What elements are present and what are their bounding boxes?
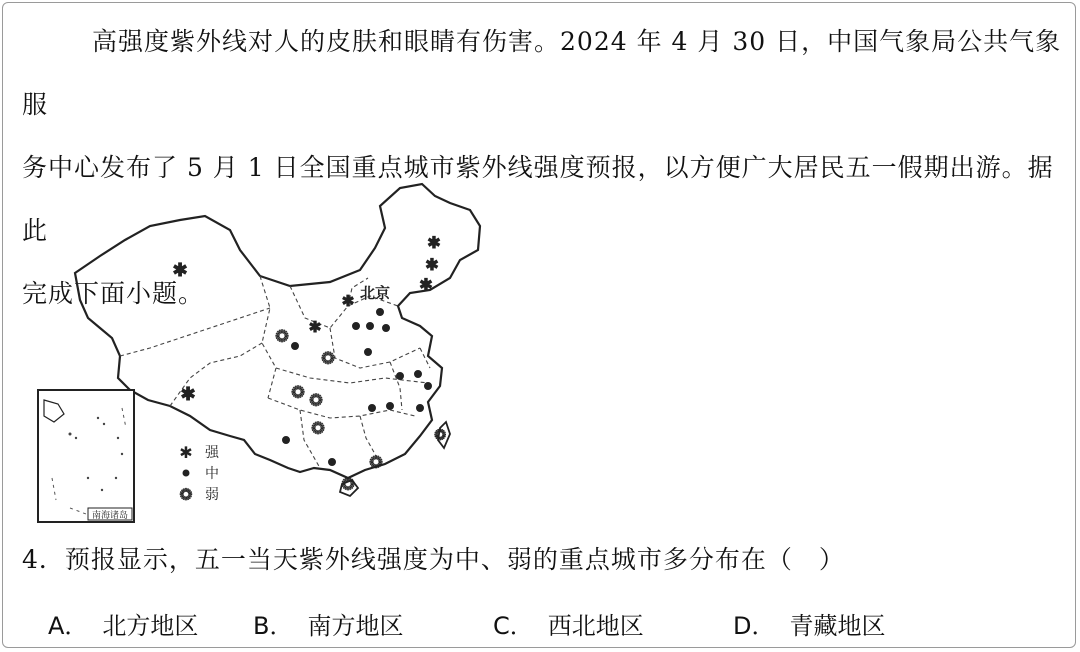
strong-city-symbol [180, 384, 195, 405]
svg-text:✺: ✺ [433, 426, 447, 444]
medium-city-symbol [425, 383, 432, 390]
strong-city-symbol [342, 292, 355, 310]
medium-city-symbol [353, 323, 360, 330]
weak-city-symbol [311, 419, 325, 439]
map-svg [30, 178, 500, 528]
svg-text:✺: ✺ [290, 383, 306, 403]
medium-city-symbol [367, 323, 374, 330]
inset-caption: 南海诸岛 [91, 511, 129, 521]
dot-star-icon [183, 470, 190, 477]
medium-city-symbol [365, 349, 372, 356]
legend-weak-label: 弱 [205, 487, 219, 503]
medium-city-symbol [417, 405, 424, 412]
china-uv-map [30, 178, 500, 528]
option-a[interactable] [48, 606, 198, 641]
option-c[interactable] [493, 606, 644, 641]
svg-text:✱: ✱ [180, 384, 196, 405]
asterisk-icon: ✱ [179, 443, 193, 462]
svg-text:✱: ✱ [308, 318, 322, 336]
south-china-sea-inset [38, 390, 134, 522]
medium-city-symbol [383, 325, 390, 332]
svg-text:✱: ✱ [419, 275, 433, 294]
option-c-letter: C． [493, 612, 534, 640]
option-d[interactable] [733, 606, 885, 641]
weak-city-symbol [341, 475, 355, 495]
passage-line-2: 务中心发布了 5 月 1 日全国重点城市紫外线强度预报，以方便广大居民五一假期出游。据此 [22, 153, 1054, 245]
svg-text:✺: ✺ [274, 327, 290, 347]
svg-text:✺: ✺ [340, 475, 356, 495]
option-b[interactable] [253, 606, 403, 641]
option-a-text: 北方地区 [102, 612, 199, 640]
svg-text:✺: ✺ [368, 453, 384, 473]
medium-city-symbol [397, 373, 404, 380]
map-legend [179, 443, 220, 504]
option-b-text: 南方地区 [307, 612, 404, 640]
medium-city-symbol [369, 405, 376, 412]
weak-city-symbol [291, 383, 305, 403]
medium-city-symbol [283, 437, 290, 444]
svg-text:✱: ✱ [341, 292, 355, 310]
weak-city-symbol [275, 327, 289, 347]
svg-text:✺: ✺ [310, 419, 326, 439]
strong-city-symbol [425, 255, 438, 274]
weak-city-symbol [369, 453, 383, 473]
medium-city-symbol [387, 403, 394, 410]
strong-city-symbol [427, 233, 440, 252]
strong-city-symbol [309, 318, 322, 336]
province-boundaries [120, 275, 433, 468]
sun-outline-icon: ✺ [179, 485, 193, 504]
medium-city-symbol [292, 343, 299, 350]
option-d-letter: D． [733, 612, 776, 640]
weak-city-symbol [309, 391, 323, 411]
weak-city-symbol [434, 426, 447, 444]
passage-line-3: 完成下面小题。 [22, 279, 205, 308]
svg-text:✱: ✱ [427, 233, 441, 252]
svg-text:✱: ✱ [172, 260, 188, 281]
option-d-text: 青藏地区 [789, 612, 886, 640]
beijing-label: 北京 [360, 284, 391, 302]
weak-city-symbol [321, 349, 335, 369]
strong-city-symbol [172, 260, 187, 281]
svg-text:✺: ✺ [308, 391, 324, 411]
medium-city-symbol [415, 371, 422, 378]
svg-text:✺: ✺ [320, 349, 336, 369]
strong-city-symbol [419, 275, 432, 294]
legend-medium-label: 中 [205, 466, 219, 482]
answer-options [0, 606, 1080, 646]
option-a-letter: A． [48, 612, 89, 640]
passage-line-1: 高强度紫外线对人的皮肤和眼睛有伤害。2024 年 4 月 30 日，中国气象局公共气象服 [22, 27, 1062, 119]
medium-city-symbol [329, 459, 336, 466]
option-c-text: 西北地区 [547, 612, 644, 640]
question-stem: 4．预报显示，五一当天紫外线强度为中、弱的重点城市多分布在（ ） [22, 545, 845, 574]
legend-strong-label: 强 [205, 445, 219, 461]
svg-text:✱: ✱ [425, 255, 439, 274]
medium-city-symbol [377, 309, 384, 316]
option-b-letter: B． [253, 612, 294, 640]
